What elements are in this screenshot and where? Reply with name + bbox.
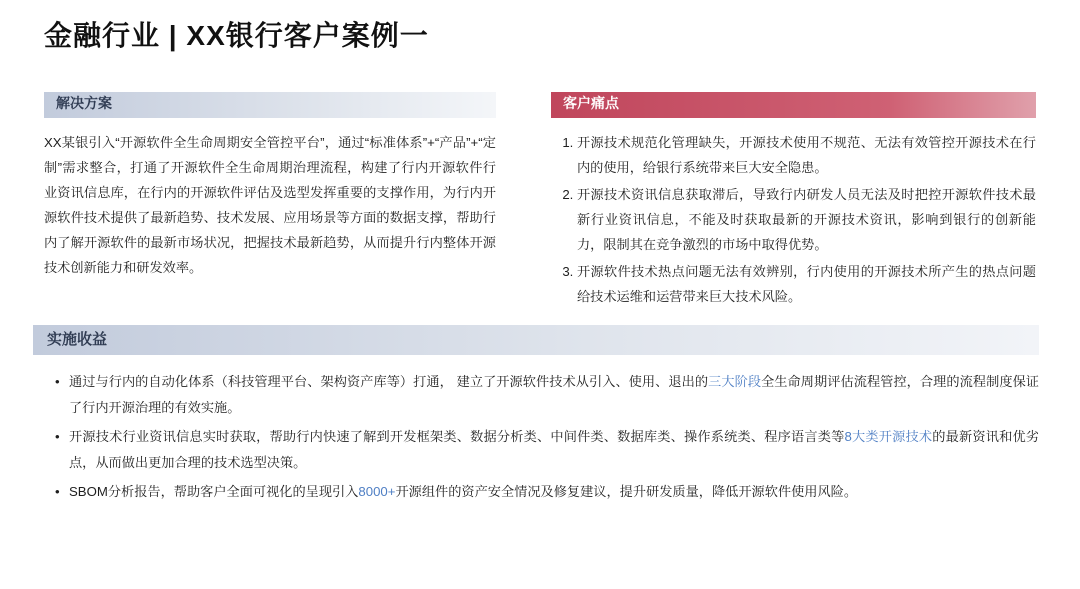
solution-section (44, 92, 496, 280)
solution-paragraph: XX某银引入“开源软件全生命周期安全管控平台”，通过“标准体系”+“产品”+“定制”需求整合，打通了开源软件全生命周期治理流程，构建了行内开源软件行业资讯信息库，在行内的开源软件评估及选型发挥重要的支撑作用，为行内开源软件技术提供了最新趋势、技术发展、应用场景等方面的数据支撑，帮助行内了解开源软件的最新市场状况，把握技术最新趋势，从而提升行内整体开源技术创新能力和研发效率。 (44, 135, 496, 275)
benefit-highlight: 8000+ (358, 484, 396, 499)
benefits-list (33, 369, 1039, 505)
list-item (55, 424, 1039, 476)
benefit-highlight: 8大类开源技术 (844, 429, 933, 444)
pain-points-list (551, 130, 1036, 309)
benefits-band-label: 实施收益 (33, 325, 1039, 355)
solution-band-label: 解决方案 (44, 92, 496, 118)
benefit-text-part2: 开源组件的资产安全情况及修复建议，提升研发质量，降低开源软件使用风险。 (395, 484, 858, 499)
benefit-text-part2: 的最新资讯和优劣点，从而做出更加合理的技术选型决策。 (69, 429, 1039, 470)
benefit-text-part1: 通过与行内的自动化体系（科技管理平台、架构资产库等）打通， 建立了开源软件技术从引入、使用、退出的 (69, 374, 709, 389)
list-item: 2. 开源技术资讯信息获取滞后，导致行内研发人员无法及时把控开源软件技术最新行业资讯信息，不能及时获取最新的开源技术资讯，影响到银行的创新能力，限制其在竞争激烈的市场中取得优势。 (577, 182, 1036, 257)
list-item (55, 479, 1039, 505)
benefit-text-part1: 开源技术行业资讯信息实时获取，帮助行内快速了解到开发框架类、数据分析类、中间件类、数据库类、操作系统类、程序语言类等 (69, 429, 845, 444)
page-title: 金融行业 | XX银行客户案例一 (44, 20, 429, 51)
list-item: 3. 开源软件技术热点问题无法有效辨别，行内使用的开源技术所产生的热点问题给技术运维和运营带来巨大技术风险。 (577, 259, 1036, 309)
benefits-section (33, 325, 1039, 508)
pain-points-section (551, 92, 1036, 311)
benefit-highlight: 三大阶段 (708, 374, 762, 389)
list-item: 1. 开源技术规范化管理缺失，开源技术使用不规范、无法有效管控开源技术在行内的使用，给银行系统带来巨大安全隐患。 (577, 130, 1036, 180)
pain-points-band-label: 客户痛点 (551, 92, 1036, 118)
list-item (55, 369, 1039, 421)
benefit-text-part1: SBOM分析报告，帮助客户全面可视化的呈现引入 (69, 484, 359, 499)
benefit-text-part2: 全生命周期评估流程管控，合理的流程制度保证了行内开源治理的有效实施。 (69, 374, 1039, 415)
